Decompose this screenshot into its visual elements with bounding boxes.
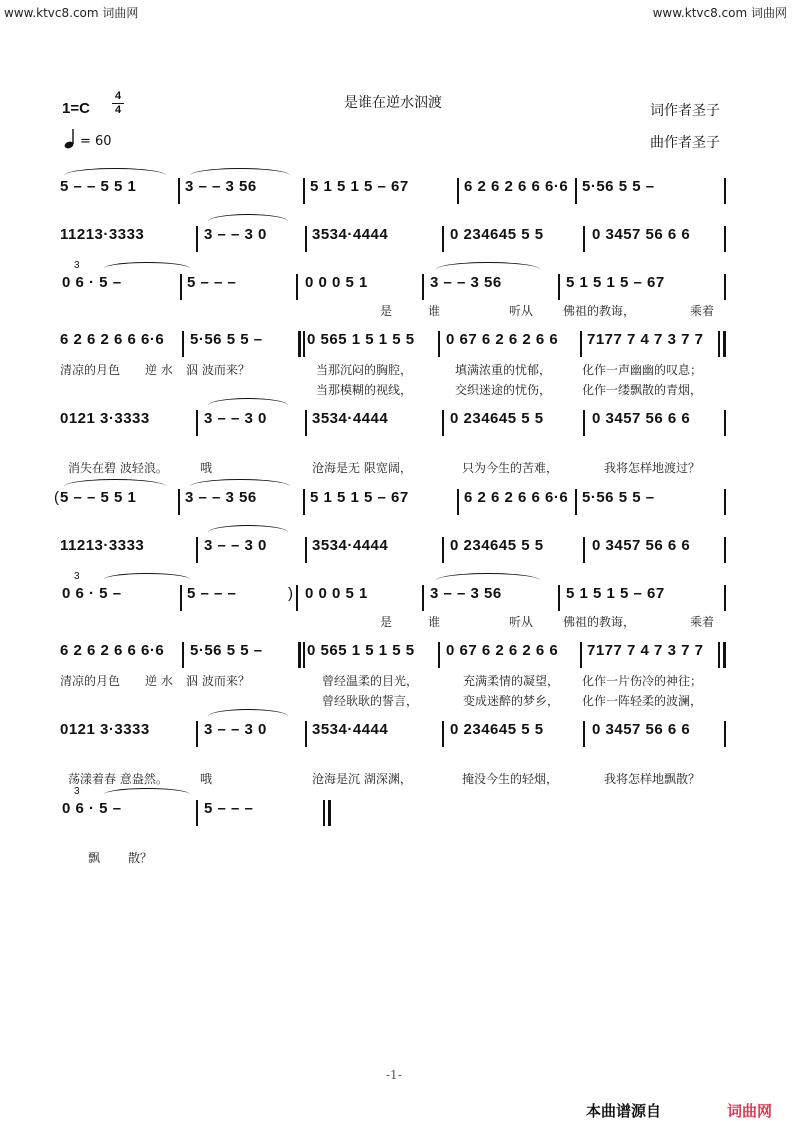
measure-notation: 0 3457 56 6 6	[592, 721, 691, 738]
composer: 曲作者圣子	[650, 135, 720, 151]
lyric-text: 荡漾着春 意盎然。	[68, 772, 168, 786]
measure-notation: 0 234645 5 5	[450, 226, 544, 243]
triplet-marker: 3	[74, 571, 80, 582]
key-signature: 1=C	[62, 100, 90, 117]
lyricist: 词作者圣子	[650, 103, 720, 119]
lyric-text: 掩没今生的轻烟，	[462, 772, 559, 786]
measure-notation: 6 2 6 2 6 6 6·6	[464, 489, 569, 506]
measure-notation: 6 2 6 2 6 6 6·6	[60, 331, 165, 348]
triplet-marker: 3	[74, 260, 80, 271]
lyric-text: 化作一片伤冷的神往；	[582, 674, 703, 688]
brand-logo[interactable]: 词曲网	[727, 1102, 773, 1120]
lyric-text: 佛祖的教诲，	[563, 615, 636, 629]
measure-notation: 5 1 5 1 5 – 67	[566, 274, 665, 291]
repeat-open-paren: (	[54, 489, 60, 506]
lyric-text: 我将怎样地飘散？	[604, 772, 701, 786]
measure-notation: 3 – – 3 0	[204, 537, 267, 554]
measure-notation: 0 3457 56 6 6	[592, 537, 691, 554]
lyric-text: 曾经耿耿的誓言，	[322, 694, 419, 708]
measure-notation: 7177 7 4 7 3 7 7	[587, 642, 704, 659]
lyric-text: 充满柔情的凝望，	[463, 674, 560, 688]
lyric-text: 谁	[428, 615, 441, 629]
measure-notation: 3 – – 3 56	[185, 489, 257, 506]
lyric-text: 填满浓重的忧郁，	[455, 363, 552, 377]
measure-notation: 3 – – 3 0	[204, 410, 267, 427]
lyric-text: 化作一缕飘散的青烟，	[582, 383, 703, 397]
lyric-text: 沧海是沉 湖深渊，	[312, 772, 412, 786]
lyric-text: 交织迷途的忧伤，	[455, 383, 552, 397]
measure-notation: 5 1 5 1 5 – 67	[566, 585, 665, 602]
lyric-text: 泅 波而来？	[186, 363, 250, 377]
triplet-marker: 3	[74, 786, 80, 797]
measure-notation: 3 – – 3 56	[185, 178, 257, 195]
lyric-text: 化作一声幽幽的叹息；	[582, 363, 703, 377]
measure-notation: 3 – – 3 56	[430, 274, 502, 291]
measure-notation: 5·56 5 5 –	[582, 489, 655, 506]
measure-notation: 5 1 5 1 5 – 67	[310, 489, 409, 506]
measure-notation: 0 234645 5 5	[450, 410, 544, 427]
lyric-text: 佛祖的教诲，	[563, 304, 636, 318]
measure-notation: 3534·4444	[312, 537, 389, 554]
measure-notation: 3 – – 3 56	[430, 585, 502, 602]
measure-notation: 0 6 · 5 –	[62, 800, 122, 817]
lyric-text: 是	[380, 304, 393, 318]
measure-notation: 0121 3·3333	[60, 721, 150, 738]
measure-notation: 5 – – –	[187, 585, 237, 602]
tempo-marking: = 60	[80, 134, 112, 149]
measure-notation: 0 67 6 2 6 2 6 6	[446, 642, 559, 659]
lyric-text: 当那沉闷的胸腔，	[316, 363, 413, 377]
lyric-text: 清凉的月色	[60, 363, 121, 377]
lyric-text: 我将怎样地渡过？	[604, 461, 701, 475]
lyric-text: 化作一阵轻柔的波澜，	[582, 694, 703, 708]
source-label: 本曲谱源自	[586, 1102, 662, 1120]
measure-notation: 5·56 5 5 –	[582, 178, 655, 195]
measure-notation: 5 1 5 1 5 – 67	[310, 178, 409, 195]
quarter-note-icon	[64, 128, 80, 150]
lyric-text: 沧海是无 限宽阔，	[312, 461, 412, 475]
measure-notation: 3534·4444	[312, 410, 389, 427]
lyric-text: 飘	[88, 851, 101, 865]
lyric-text: 听从	[509, 615, 534, 629]
lyric-text: 变成迷醉的梦乡，	[463, 694, 560, 708]
lyric-text: 哦	[200, 461, 213, 475]
measure-notation: 11213·3333	[60, 537, 145, 554]
measure-notation: 5 – – –	[204, 800, 254, 817]
lyric-text: 当那模糊的视线，	[316, 383, 413, 397]
measure-notation: 0 0 0 5 1	[305, 274, 368, 291]
time-signature-bottom: 4	[114, 104, 122, 116]
lyric-text: 逆 水	[145, 674, 173, 688]
time-signature-top: 4	[114, 90, 122, 102]
lyric-text: 只为今生的苦难，	[462, 461, 559, 475]
measure-notation: 3534·4444	[312, 721, 389, 738]
measure-notation: 0121 3·3333	[60, 410, 150, 427]
measure-notation: 3 – – 3 0	[204, 226, 267, 243]
lyric-text: 谁	[428, 304, 441, 318]
lyric-text: 散？	[128, 851, 153, 865]
measure-notation: 0 565 1 5 1 5 5	[307, 642, 415, 659]
measure-notation: 11213·3333	[60, 226, 145, 243]
measure-notation: 0 3457 56 6 6	[592, 410, 691, 427]
page-number: -1-	[386, 1068, 402, 1082]
measure-notation: 0 3457 56 6 6	[592, 226, 691, 243]
site-header-right[interactable]: www.ktvc8.com 词曲网	[652, 6, 787, 20]
lyric-text: 逆 水	[145, 363, 173, 377]
lyric-text: 哦	[200, 772, 213, 786]
lyric-text: 听从	[509, 304, 534, 318]
measure-notation: 6 2 6 2 6 6 6·6	[464, 178, 569, 195]
measure-notation: 0 6 · 5 –	[62, 585, 122, 602]
measure-notation: 5·56 5 5 –	[190, 331, 263, 348]
lyric-text: 清凉的月色	[60, 674, 121, 688]
measure-notation: 0 67 6 2 6 2 6 6	[446, 331, 559, 348]
measure-notation: 5 – – –	[187, 274, 237, 291]
lyric-text: 乘着	[690, 304, 715, 318]
measure-notation: 5 – – 5 5 1	[60, 178, 137, 195]
lyric-text: 乘着	[690, 615, 715, 629]
measure-notation: 7177 7 4 7 3 7 7	[587, 331, 704, 348]
lyric-text: 泅 波而来？	[186, 674, 250, 688]
measure-notation: 3 – – 3 0	[204, 721, 267, 738]
site-header-left[interactable]: www.ktvc8.com 词曲网	[4, 6, 139, 20]
measure-notation: 0 234645 5 5	[450, 721, 544, 738]
lyric-text: 曾经温柔的目光，	[322, 674, 419, 688]
lyric-text: 消失在碧 波轻浪。	[68, 461, 168, 475]
time-signature	[112, 91, 124, 116]
repeat-close-paren: )	[288, 585, 294, 602]
measure-notation: 5·56 5 5 –	[190, 642, 263, 659]
measure-notation: 0 6 · 5 –	[62, 274, 122, 291]
lyric-text: 是	[380, 615, 393, 629]
measure-notation: 0 0 0 5 1	[305, 585, 368, 602]
measure-notation: 5 – – 5 5 1	[60, 489, 137, 506]
measure-notation: 0 565 1 5 1 5 5	[307, 331, 415, 348]
measure-notation: 0 234645 5 5	[450, 537, 544, 554]
measure-notation: 3534·4444	[312, 226, 389, 243]
song-title: 是谁在逆水泅渡	[344, 95, 442, 111]
measure-notation: 6 2 6 2 6 6 6·6	[60, 642, 165, 659]
